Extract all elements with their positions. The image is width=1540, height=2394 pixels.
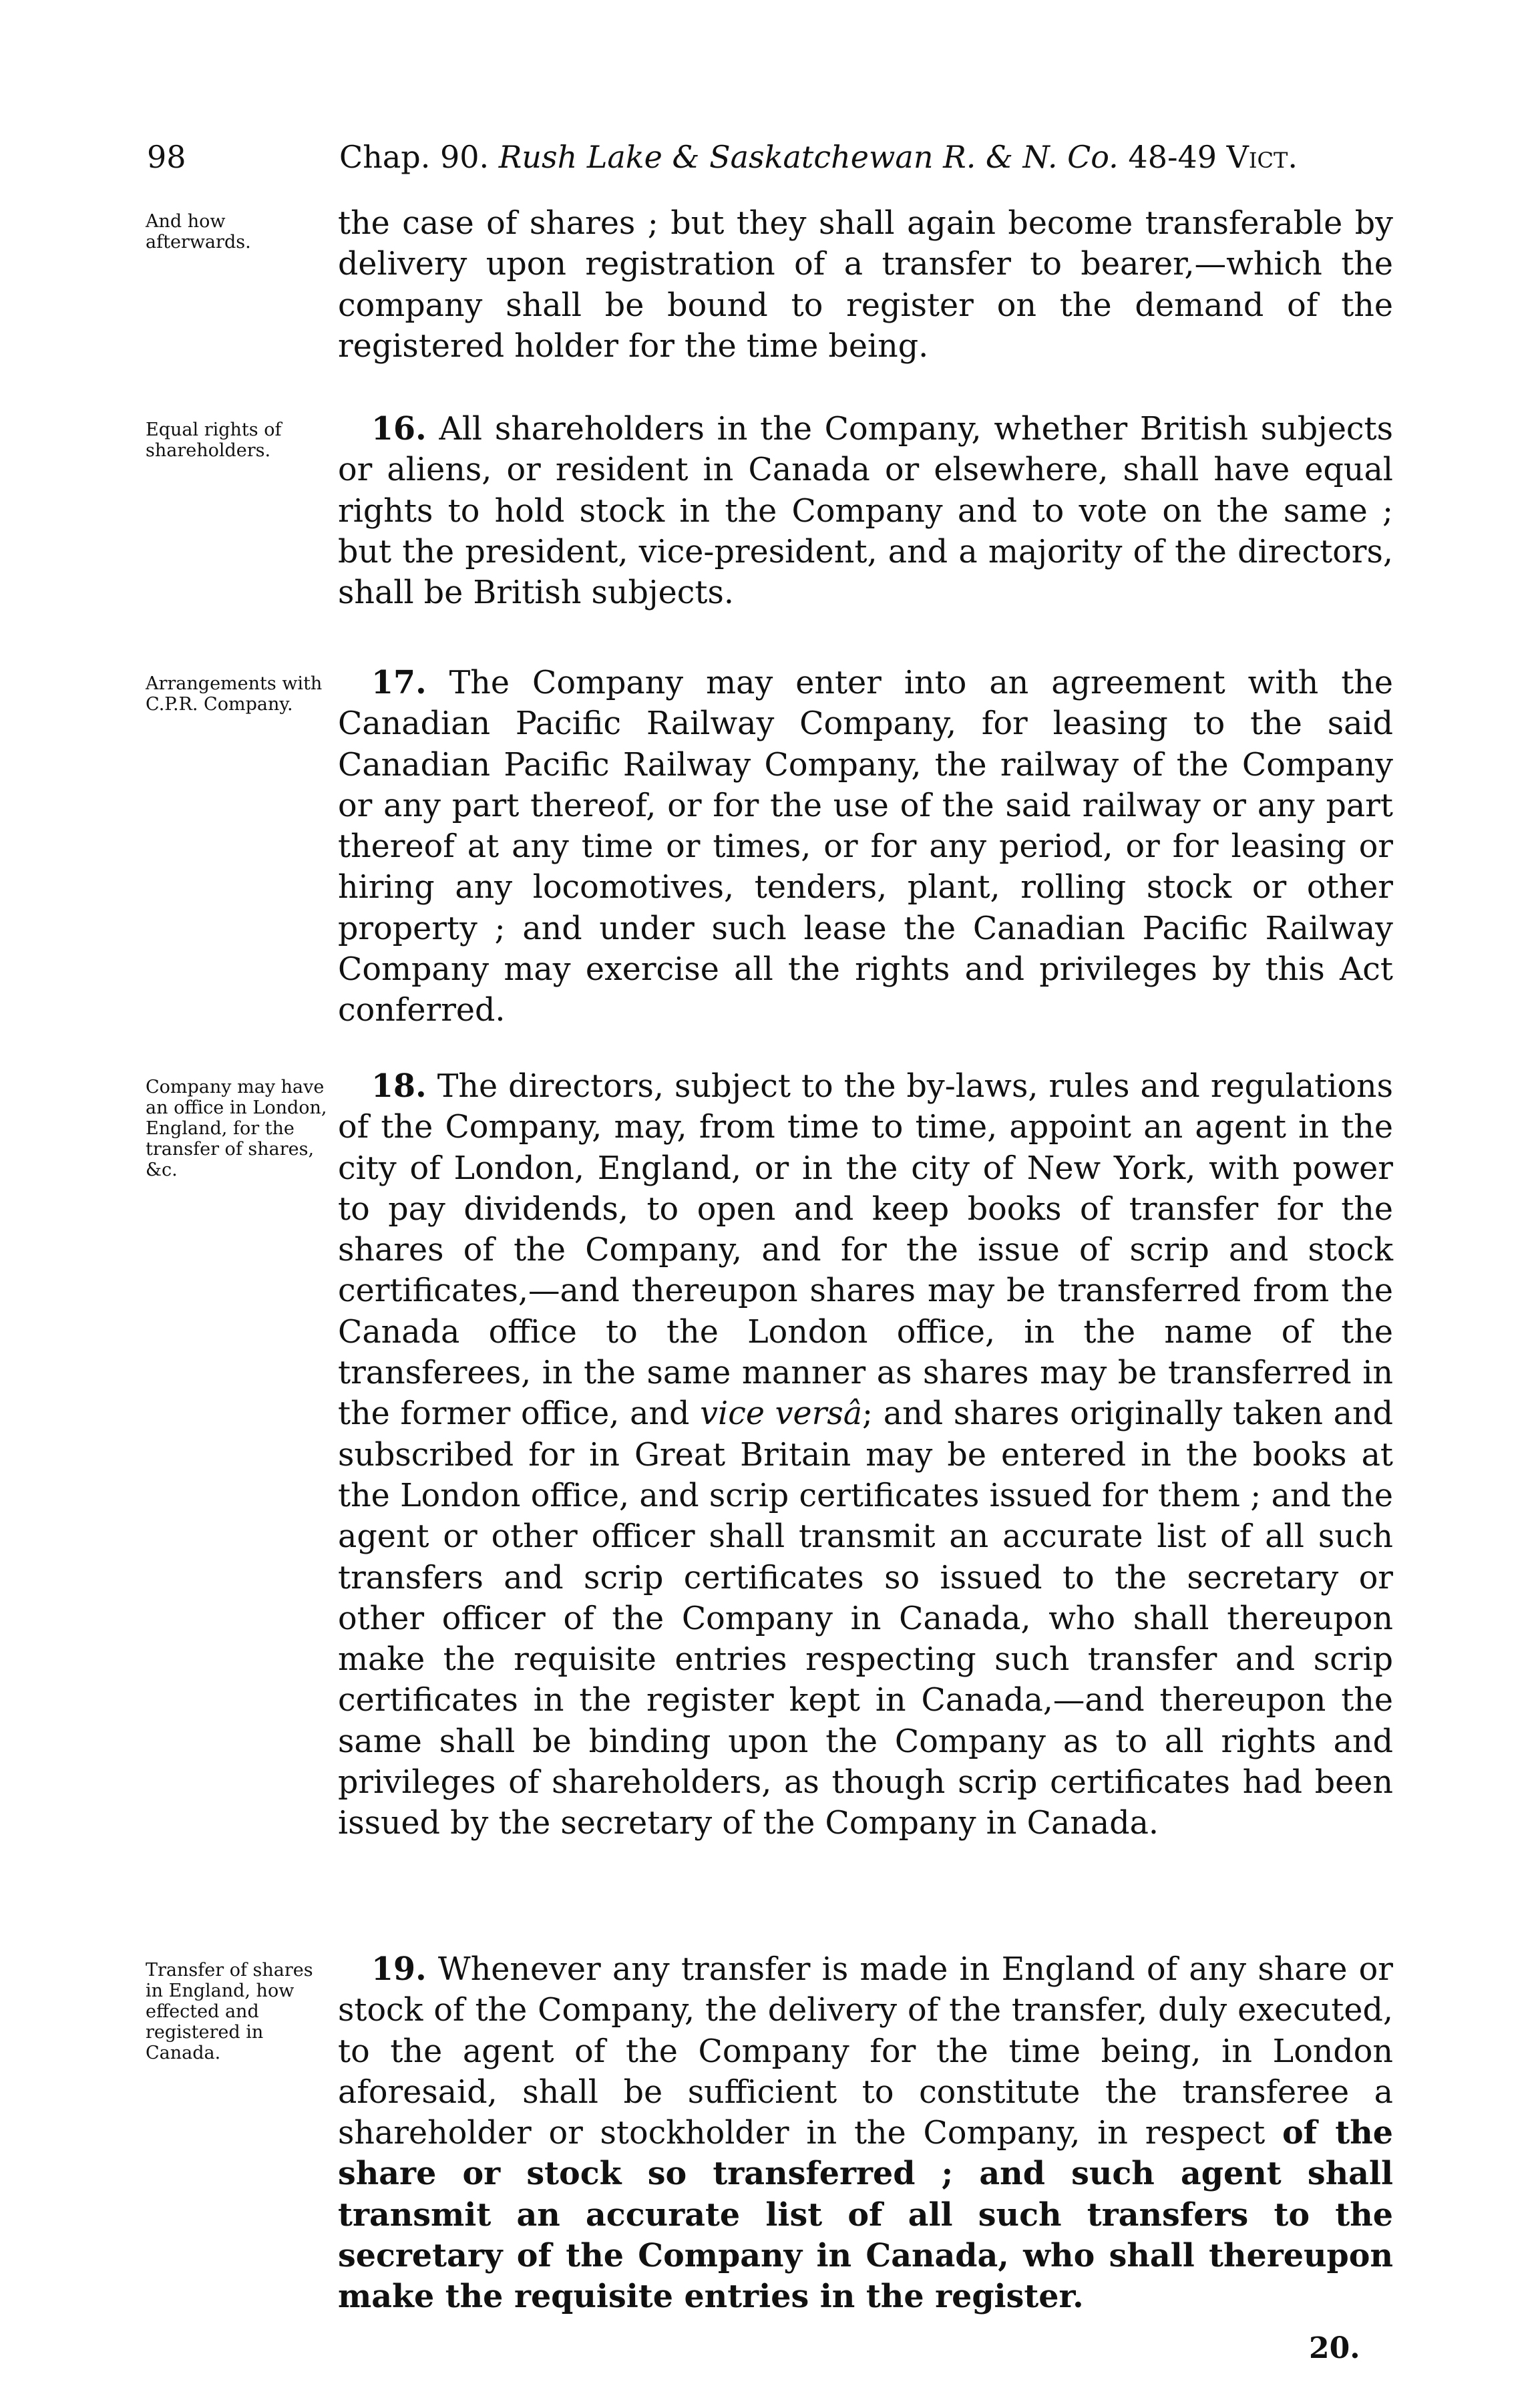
page-number: 98 [147, 139, 186, 175]
margin-note: And how afterwards. [146, 211, 251, 252]
section-italic-phrase: vice versâ [700, 1395, 863, 1433]
section-number: 18. [371, 1067, 427, 1105]
catchword: 20. [1309, 2331, 1360, 2365]
regnal-title: Vict. [1226, 139, 1298, 175]
margin-note: Arrangements with C.P.R. Company. [146, 673, 323, 715]
section-body: Whenever any transfer is made in England of any share or stock of the Company, the delivery of the transfer, duly executed, to the agent of the Company for the time being, in London aforesaid, shall be sufficient to constitute the transferee a shareholder or stockholder in the Company, in respect [338, 1951, 1393, 2152]
page-header [0, 139, 1540, 192]
running-head [339, 139, 1298, 175]
section-number: 16. [371, 410, 427, 448]
section-body: The directors, subject to the by-laws, rules and regulations of the Company, may, from time to time, appoint an agent in the city of London, England, or in the city of New York, with power to pay dividends, to open and keep books of transfer for the shares of the Company, and for the issue of scrip and stock certificates,—and thereupon shares may be transferred from the Canada office to the London office, in the name of the transferees, in the same manner as shares may be transferred in the former office, and [338, 1068, 1393, 1433]
section-text [338, 1066, 1393, 1844]
regnal-year: 48-49 [1128, 139, 1217, 175]
section-body: The Company may enter into an agreement with the Canadian Pacific Railway Company, for leasing to the said Canadian Pacific Railway Company, the railway of the Company or any part thereof, or for the use of the said railway or any part thereof at any time or times, or for any period, or for leasing or hiring any locomotives, tenders, plant, rolling stock or other property ; and under such lease the Canadian Pacific Railway Company may exercise all the rights and privileges by this Act conferred. [338, 665, 1393, 1029]
act-title: Rush Lake & Saskatchewan R. & N. Co. [498, 139, 1119, 175]
section-body-bold: of the share or stock so transferred ; and such agent shall transmit an accurate list of all such transfers to the secretary of the Company in Canada, who shall thereupon make the requisite entries in the register. [338, 2114, 1393, 2316]
margin-note: Company may have an office in London, England, for the transfer of shares, &c. [146, 1077, 327, 1180]
section-body: All shareholders in the Company, whether British subjects or aliens, or resident in Canada or elsewhere, shall have equal rights to hold stock in the Company and to vote on the same ; but the president, vice-president, and a majority of the directors, shall be British subjects. [338, 411, 1393, 612]
section-number: 19. [371, 1950, 427, 1988]
section-text [338, 1949, 1393, 2318]
margin-note: Equal rights of shareholders. [146, 419, 282, 461]
section-text: the case of shares ; but they shall again become transferable by delivery upon registration of a transfer to bearer,—which the company shall be bound to register on the demand of the registered holder for the time being. [338, 205, 1393, 365]
section-number: 17. [371, 664, 427, 701]
section-body-continued: ; and shares originally taken and subscribed for in Great Britain may be entered in the books at the London office, and scrip certificates issued for them ; and the agent or other officer shall transmit an accurate list of all such transfers and scrip certificates so issued to the secretary or other officer of the Company in Canada, who shall thereupon make the requisite entries respecting such transfer and scrip certificates in the register kept in Canada,—and thereupon the same shall be binding upon the Company as to all rights and privileges of shareholders, as though scrip certificates had been issued by the secretary of the Company in Canada. [338, 1395, 1393, 1842]
section-text [338, 663, 1393, 1031]
margin-note: Transfer of shares in England, how effected and registered in Canada. [146, 1960, 313, 2063]
section-text [338, 409, 1393, 613]
chapter-label: Chap. 90. [339, 139, 490, 175]
